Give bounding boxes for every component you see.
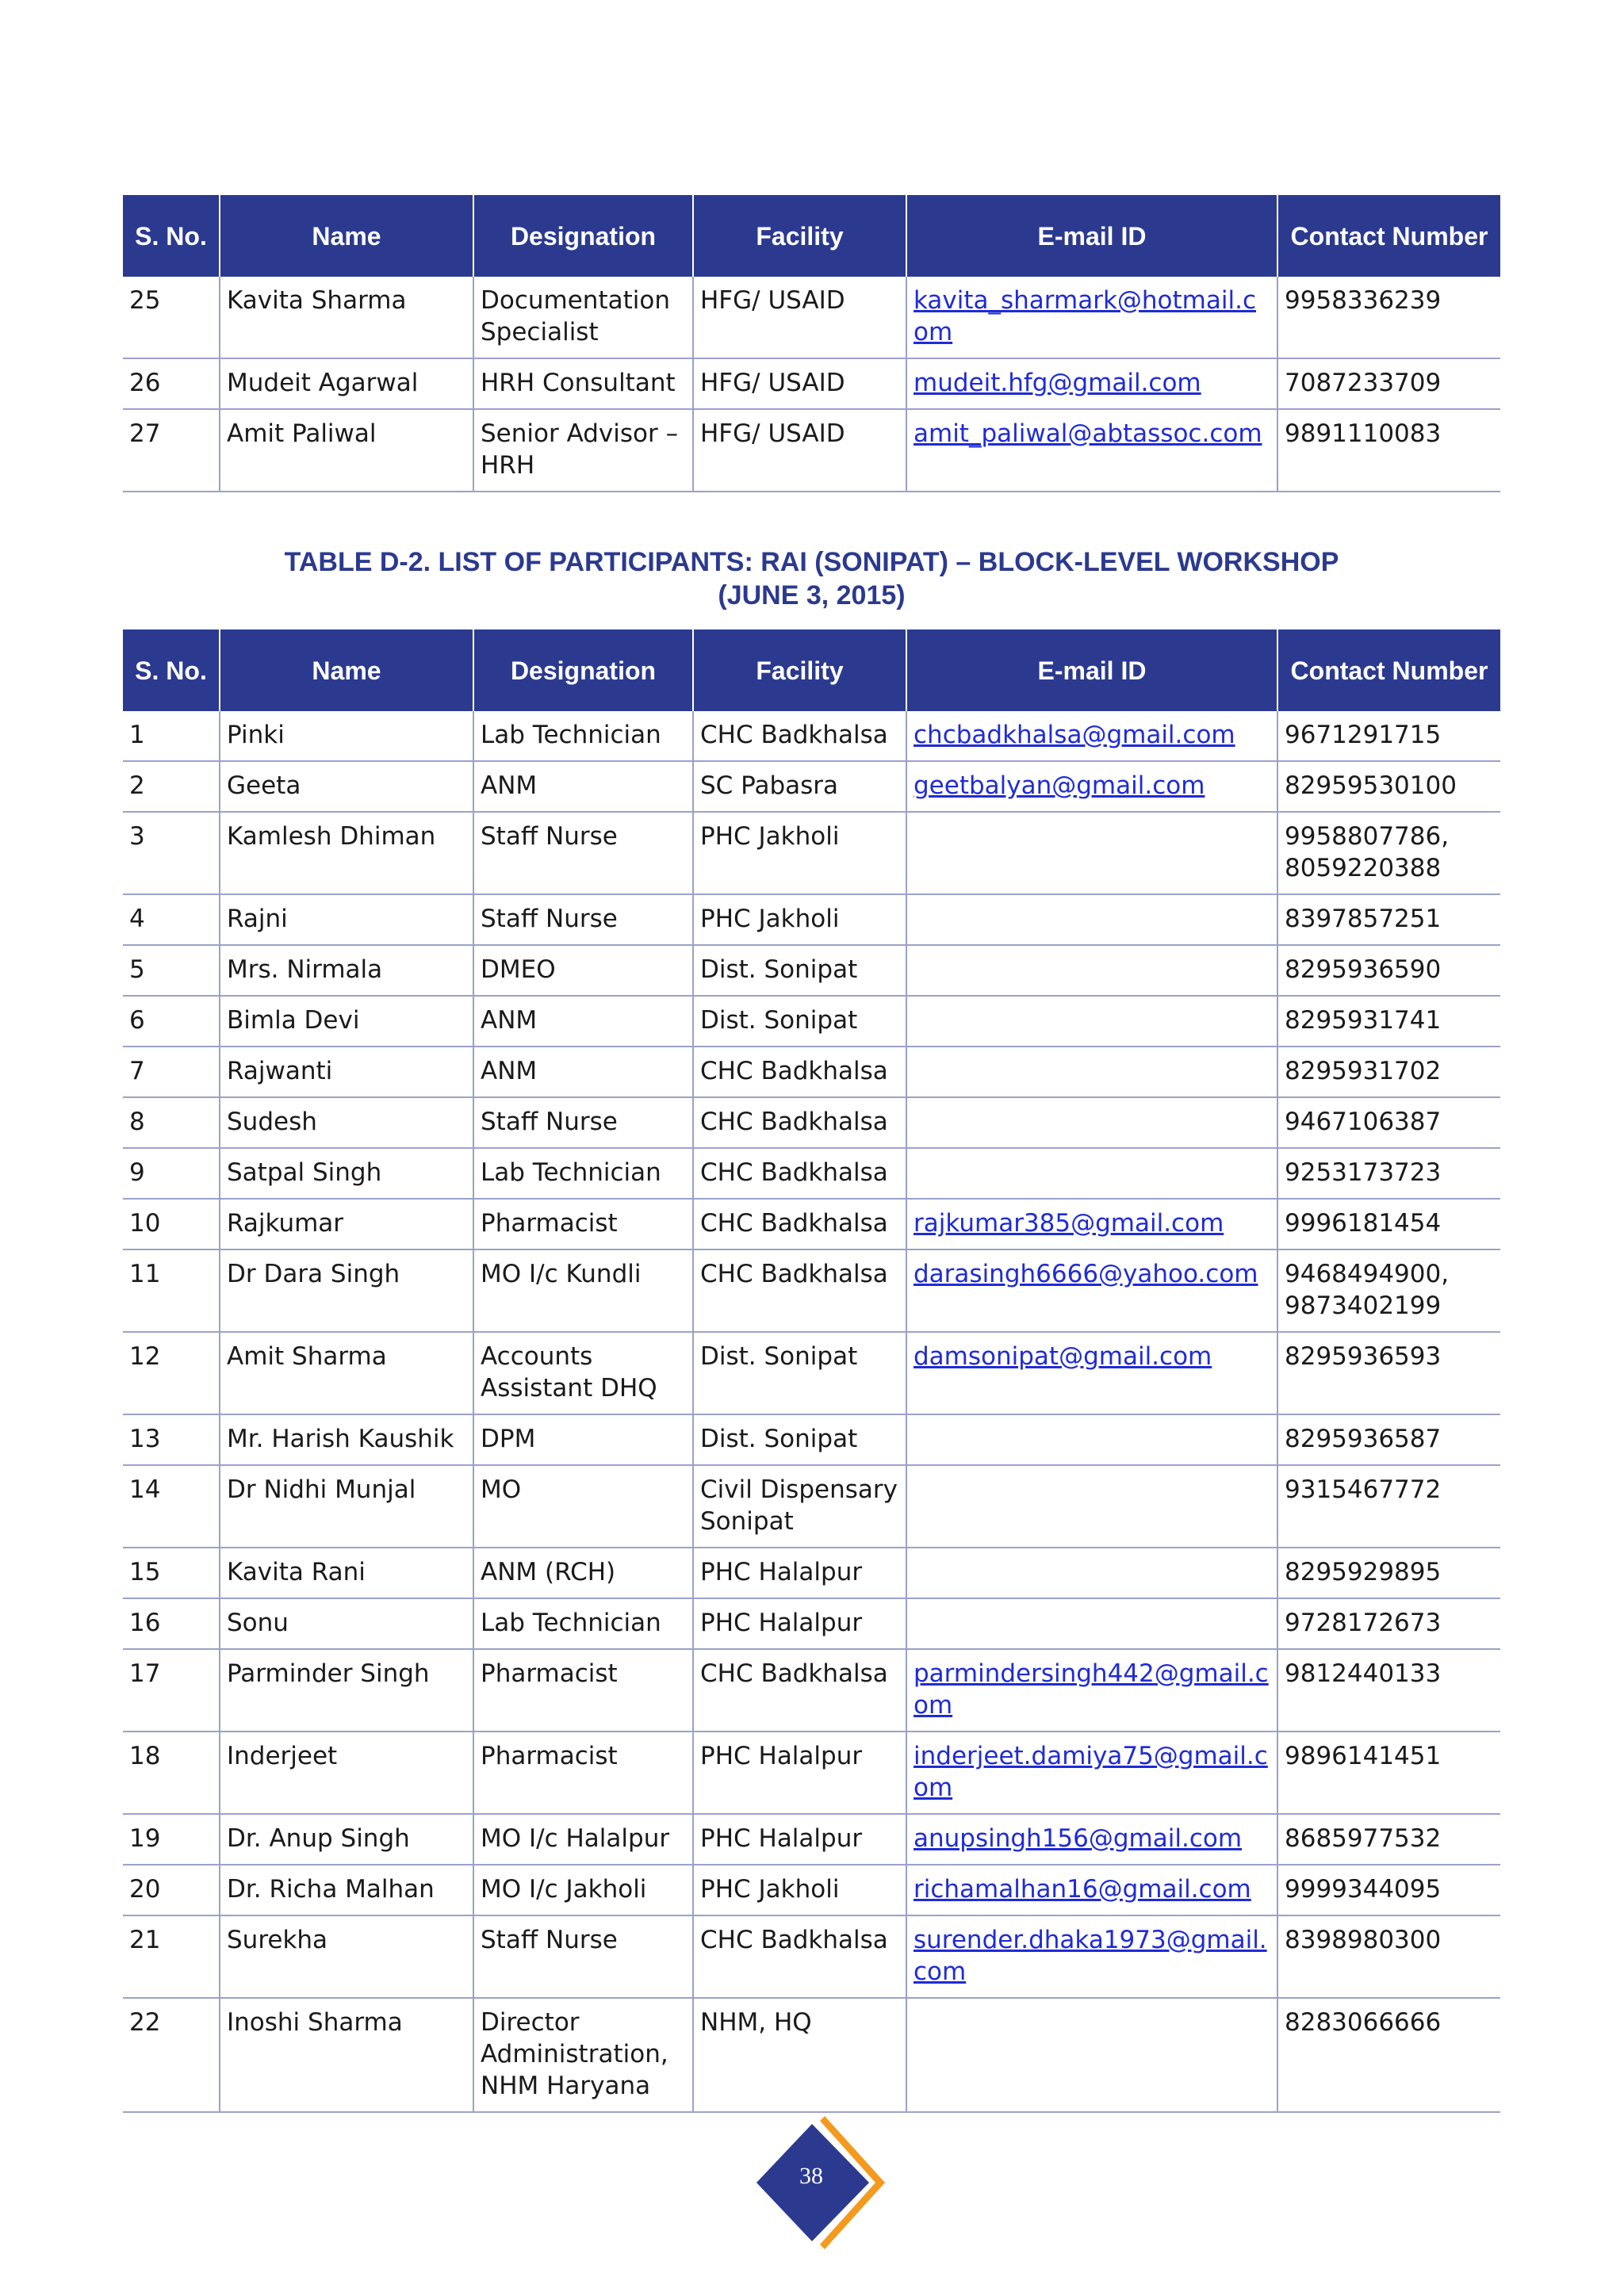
- email-link[interactable]: chcbadkhalsa@gmail.com: [914, 721, 1235, 749]
- table-row: [123, 1047, 1500, 1097]
- cell-email: [906, 358, 1277, 409]
- cell-facility: SC Pabasra: [693, 761, 906, 812]
- email-link[interactable]: geetbalyan@gmail.com: [914, 771, 1205, 800]
- table-row: [123, 277, 1500, 358]
- cell-name: Rajni: [220, 894, 473, 945]
- table-caption: [123, 545, 1500, 612]
- cell-name: Dr. Richa Malhan: [220, 1865, 473, 1915]
- email-link[interactable]: surender.dhaka1973@gmail.com: [914, 1926, 1267, 1986]
- cell-contact: 82959530100: [1277, 761, 1500, 812]
- cell-name: Sonu: [220, 1598, 473, 1649]
- cell-designation: ANM: [473, 761, 693, 812]
- header-designation: Designation: [473, 629, 693, 711]
- email-link[interactable]: inderjeet.damiya75@gmail.com: [914, 1742, 1268, 1802]
- cell-facility: CHC Badkhalsa: [693, 1915, 906, 1998]
- cell-email: [906, 761, 1277, 812]
- cell-name: Geeta: [220, 761, 473, 812]
- cell-designation: Pharmacist: [473, 1199, 693, 1249]
- cell-sno: 3: [123, 812, 220, 894]
- cell-name: Rajkumar: [220, 1199, 473, 1249]
- cell-email: [906, 1097, 1277, 1148]
- cell-email: [906, 1598, 1277, 1649]
- cell-facility: CHC Badkhalsa: [693, 1097, 906, 1148]
- table-row: [123, 358, 1500, 409]
- cell-email: [906, 1414, 1277, 1465]
- cell-email: [906, 996, 1277, 1047]
- cell-designation: Staff Nurse: [473, 894, 693, 945]
- cell-contact: 8397857251: [1277, 894, 1500, 945]
- cell-designation: ANM (RCH): [473, 1548, 693, 1598]
- cell-email: [906, 277, 1277, 358]
- cell-facility: CHC Badkhalsa: [693, 1249, 906, 1332]
- cell-name: Amit Paliwal: [220, 409, 473, 492]
- cell-sno: 8: [123, 1097, 220, 1148]
- cell-designation: Director Administration, NHM Haryana: [473, 1998, 693, 2112]
- cell-name: Mudeit Agarwal: [220, 358, 473, 409]
- email-link[interactable]: darasingh6666@yahoo.com: [914, 1260, 1258, 1288]
- table-row: [123, 812, 1500, 894]
- cell-name: Parminder Singh: [220, 1649, 473, 1732]
- cell-designation: HRH Consultant: [473, 358, 693, 409]
- cell-designation: Staff Nurse: [473, 1915, 693, 1998]
- email-link[interactable]: anupsingh156@gmail.com: [914, 1824, 1243, 1853]
- cell-email: [906, 1548, 1277, 1598]
- email-link[interactable]: mudeit.hfg@gmail.com: [914, 369, 1201, 397]
- header-contact: Contact Number: [1277, 195, 1500, 277]
- cell-facility: CHC Badkhalsa: [693, 711, 906, 761]
- cell-designation: MO I/c Jakholi: [473, 1865, 693, 1915]
- cell-designation: DMEO: [473, 945, 693, 996]
- cell-facility: CHC Badkhalsa: [693, 1047, 906, 1097]
- cell-facility: HFG/ USAID: [693, 277, 906, 358]
- cell-contact: 8685977532: [1277, 1814, 1500, 1865]
- header-email: E-mail ID: [906, 629, 1277, 711]
- cell-designation: Lab Technician: [473, 1148, 693, 1199]
- cell-sno: 12: [123, 1332, 220, 1414]
- cell-sno: 11: [123, 1249, 220, 1332]
- cell-designation: Lab Technician: [473, 711, 693, 761]
- table-row: [123, 1732, 1500, 1814]
- cell-contact: 8295936587: [1277, 1414, 1500, 1465]
- cell-facility: HFG/ USAID: [693, 358, 906, 409]
- cell-name: Rajwanti: [220, 1047, 473, 1097]
- cell-designation: Accounts Assistant DHQ: [473, 1332, 693, 1414]
- header-contact: Contact Number: [1277, 629, 1500, 711]
- cell-sno: 5: [123, 945, 220, 996]
- table-row: [123, 1998, 1500, 2112]
- cell-contact: 9671291715: [1277, 711, 1500, 761]
- table-row: [123, 711, 1500, 761]
- cell-name: Kamlesh Dhiman: [220, 812, 473, 894]
- caption-line-1: TABLE D-2. LIST OF PARTICIPANTS: RAI (SONIPAT) – BLOCK-LEVEL WORKSHOP: [284, 547, 1339, 577]
- cell-contact: 8295936590: [1277, 945, 1500, 996]
- cell-sno: 4: [123, 894, 220, 945]
- cell-facility: HFG/ USAID: [693, 409, 906, 492]
- cell-designation: Lab Technician: [473, 1598, 693, 1649]
- table-header-row: [123, 195, 1500, 277]
- table-row: [123, 1598, 1500, 1649]
- cell-email: [906, 1148, 1277, 1199]
- header-name: Name: [220, 195, 473, 277]
- cell-facility: PHC Halalpur: [693, 1732, 906, 1814]
- cell-designation: MO: [473, 1465, 693, 1548]
- table-row: [123, 1649, 1500, 1732]
- cell-contact: 9467106387: [1277, 1097, 1500, 1148]
- cell-facility: CHC Badkhalsa: [693, 1199, 906, 1249]
- cell-contact: 9958807786, 8059220388: [1277, 812, 1500, 894]
- cell-sno: 26: [123, 358, 220, 409]
- cell-name: Pinki: [220, 711, 473, 761]
- page-number: 38: [799, 2163, 823, 2189]
- header-name: Name: [220, 629, 473, 711]
- cell-sno: 6: [123, 996, 220, 1047]
- table-row: [123, 1865, 1500, 1915]
- table-row: [123, 1548, 1500, 1598]
- cell-facility: PHC Jakholi: [693, 1865, 906, 1915]
- cell-designation: Pharmacist: [473, 1732, 693, 1814]
- cell-name: Satpal Singh: [220, 1148, 473, 1199]
- cell-name: Dr Dara Singh: [220, 1249, 473, 1332]
- cell-email: [906, 409, 1277, 492]
- cell-designation: DPM: [473, 1414, 693, 1465]
- cell-sno: 17: [123, 1649, 220, 1732]
- cell-email: [906, 1249, 1277, 1332]
- cell-sno: 22: [123, 1998, 220, 2112]
- cell-contact: 9315467772: [1277, 1465, 1500, 1548]
- cell-contact: 8398980300: [1277, 1915, 1500, 1998]
- cell-facility: Dist. Sonipat: [693, 945, 906, 996]
- cell-name: Mr. Harish Kaushik: [220, 1414, 473, 1465]
- cell-contact: 9728172673: [1277, 1598, 1500, 1649]
- caption-line-2: (JUNE 3, 2015): [718, 580, 906, 610]
- cell-facility: PHC Jakholi: [693, 894, 906, 945]
- cell-email: [906, 894, 1277, 945]
- table-row: [123, 1465, 1500, 1548]
- table-row: [123, 1414, 1500, 1465]
- cell-name: Dr Nidhi Munjal: [220, 1465, 473, 1548]
- table-row: [123, 1097, 1500, 1148]
- cell-contact: 8295931741: [1277, 996, 1500, 1047]
- cell-facility: NHM, HQ: [693, 1998, 906, 2112]
- cell-facility: CHC Badkhalsa: [693, 1649, 906, 1732]
- cell-name: Inderjeet: [220, 1732, 473, 1814]
- cell-sno: 1: [123, 711, 220, 761]
- cell-email: [906, 1915, 1277, 1998]
- cell-sno: 21: [123, 1915, 220, 1998]
- cell-name: Kavita Sharma: [220, 277, 473, 358]
- cell-name: Dr. Anup Singh: [220, 1814, 473, 1865]
- table-row: [123, 1915, 1500, 1998]
- cell-name: Mrs. Nirmala: [220, 945, 473, 996]
- cell-facility: PHC Halalpur: [693, 1814, 906, 1865]
- table-row: [123, 1249, 1500, 1332]
- email-link[interactable]: damsonipat@gmail.com: [914, 1342, 1212, 1371]
- cell-email: [906, 1865, 1277, 1915]
- cell-designation: Pharmacist: [473, 1649, 693, 1732]
- cell-designation: Staff Nurse: [473, 812, 693, 894]
- cell-facility: CHC Badkhalsa: [693, 1148, 906, 1199]
- table-row: [123, 996, 1500, 1047]
- cell-email: [906, 711, 1277, 761]
- participants-table-continued: [123, 195, 1500, 492]
- cell-facility: PHC Halalpur: [693, 1548, 906, 1598]
- cell-sno: 9: [123, 1148, 220, 1199]
- header-designation: Designation: [473, 195, 693, 277]
- email-link[interactable]: parmindersingh442@gmail.com: [914, 1659, 1269, 1720]
- cell-sno: 27: [123, 409, 220, 492]
- cell-designation: ANM: [473, 1047, 693, 1097]
- email-link[interactable]: richamalhan16@gmail.com: [914, 1875, 1251, 1904]
- email-link[interactable]: rajkumar385@gmail.com: [914, 1209, 1224, 1238]
- table-row: [123, 1148, 1500, 1199]
- cell-name: Surekha: [220, 1915, 473, 1998]
- participants-table-rai-sonipat: [123, 629, 1500, 2113]
- cell-contact: 7087233709: [1277, 358, 1500, 409]
- cell-contact: 9896141451: [1277, 1732, 1500, 1814]
- cell-facility: Dist. Sonipat: [693, 1332, 906, 1414]
- cell-name: Amit Sharma: [220, 1332, 473, 1414]
- cell-contact: 9996181454: [1277, 1199, 1500, 1249]
- cell-email: [906, 1199, 1277, 1249]
- header-email: E-mail ID: [906, 195, 1277, 277]
- cell-email: [906, 1998, 1277, 2112]
- cell-facility: Dist. Sonipat: [693, 1414, 906, 1465]
- cell-designation: Staff Nurse: [473, 1097, 693, 1148]
- cell-email: [906, 1047, 1277, 1097]
- cell-facility: PHC Jakholi: [693, 812, 906, 894]
- cell-contact: 8295929895: [1277, 1548, 1500, 1598]
- table-row: [123, 945, 1500, 996]
- cell-contact: 8283066666: [1277, 1998, 1500, 2112]
- cell-contact: 9812440133: [1277, 1649, 1500, 1732]
- table-row: [123, 761, 1500, 812]
- cell-email: [906, 1814, 1277, 1865]
- cell-designation: MO I/c Kundli: [473, 1249, 693, 1332]
- cell-sno: 2: [123, 761, 220, 812]
- cell-email: [906, 1649, 1277, 1732]
- cell-contact: 9958336239: [1277, 277, 1500, 358]
- table-row: [123, 1199, 1500, 1249]
- cell-contact: 8295936593: [1277, 1332, 1500, 1414]
- table-row: [123, 894, 1500, 945]
- cell-sno: 20: [123, 1865, 220, 1915]
- cell-email: [906, 812, 1277, 894]
- cell-name: Inoshi Sharma: [220, 1998, 473, 2112]
- cell-email: [906, 945, 1277, 996]
- table-header-row: [123, 629, 1500, 711]
- header-sno: S. No.: [123, 629, 220, 711]
- cell-sno: 18: [123, 1732, 220, 1814]
- email-link[interactable]: amit_paliwal@abtassoc.com: [914, 419, 1262, 448]
- cell-sno: 14: [123, 1465, 220, 1548]
- cell-name: Sudesh: [220, 1097, 473, 1148]
- cell-name: Bimla Devi: [220, 996, 473, 1047]
- header-sno: S. No.: [123, 195, 220, 277]
- cell-sno: 7: [123, 1047, 220, 1097]
- cell-contact: 9999344095: [1277, 1865, 1500, 1915]
- cell-designation: ANM: [473, 996, 693, 1047]
- cell-designation: MO I/c Halalpur: [473, 1814, 693, 1865]
- cell-sno: 16: [123, 1598, 220, 1649]
- cell-facility: PHC Halalpur: [693, 1598, 906, 1649]
- cell-sno: 10: [123, 1199, 220, 1249]
- cell-contact: 9891110083: [1277, 409, 1500, 492]
- table-row: [123, 409, 1500, 492]
- table-row: [123, 1332, 1500, 1414]
- cell-facility: Dist. Sonipat: [693, 996, 906, 1047]
- cell-designation: Documentation Specialist: [473, 277, 693, 358]
- cell-contact: 9468494900, 9873402199: [1277, 1249, 1500, 1332]
- email-link[interactable]: kavita_sharmark@hotmail.com: [914, 286, 1256, 346]
- cell-designation: Senior Advisor – HRH: [473, 409, 693, 492]
- cell-email: [906, 1732, 1277, 1814]
- header-facility: Facility: [693, 629, 906, 711]
- cell-name: Kavita Rani: [220, 1548, 473, 1598]
- cell-email: [906, 1332, 1277, 1414]
- cell-email: [906, 1465, 1277, 1548]
- cell-contact: 8295931702: [1277, 1047, 1500, 1097]
- cell-sno: 25: [123, 277, 220, 358]
- cell-contact: 9253173723: [1277, 1148, 1500, 1199]
- cell-sno: 19: [123, 1814, 220, 1865]
- cell-facility: Civil Dispensary Sonipat: [693, 1465, 906, 1548]
- table-row: [123, 1814, 1500, 1865]
- cell-sno: 13: [123, 1414, 220, 1465]
- cell-sno: 15: [123, 1548, 220, 1598]
- header-facility: Facility: [693, 195, 906, 277]
